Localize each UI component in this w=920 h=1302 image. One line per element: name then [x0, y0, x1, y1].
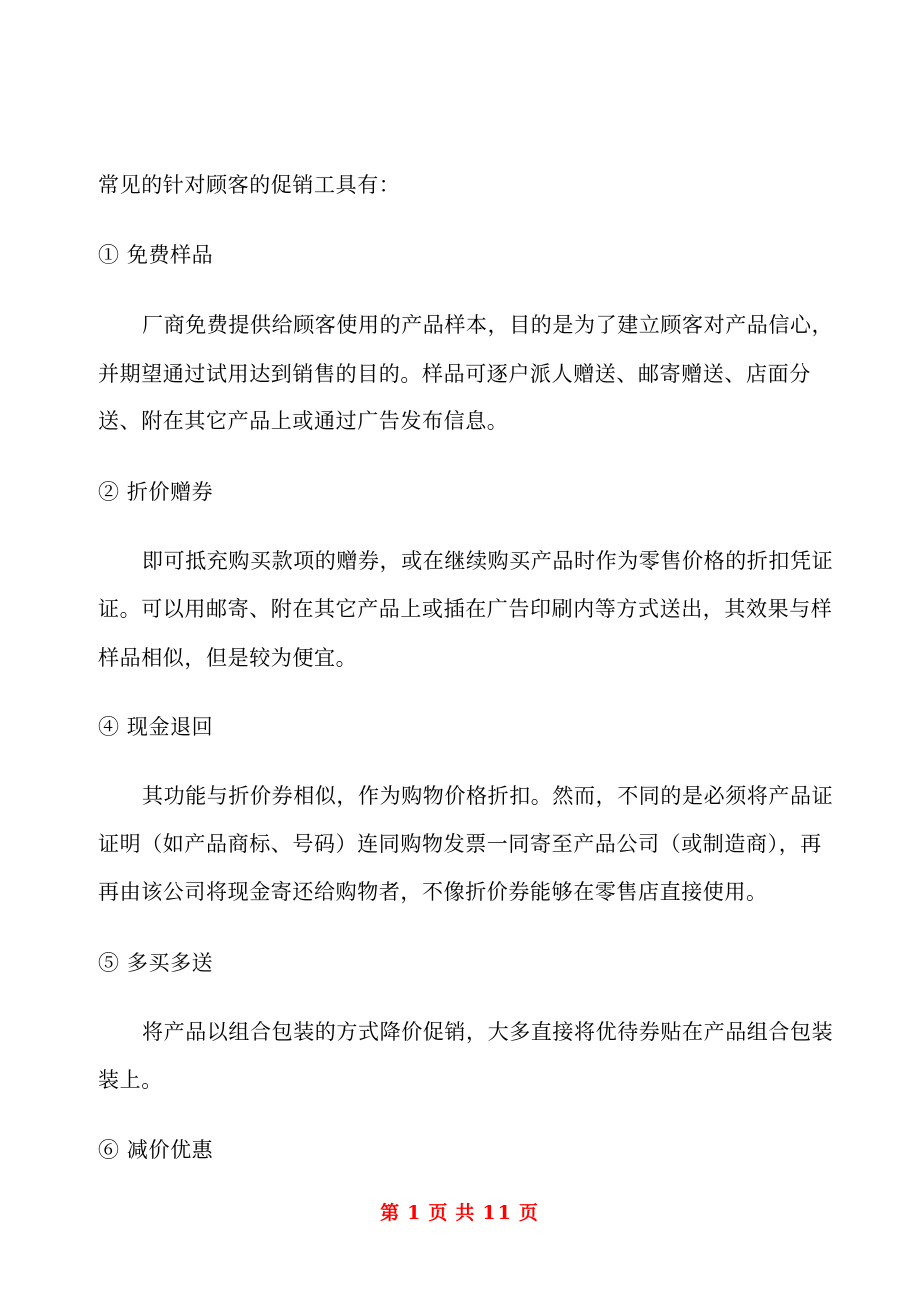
section-heading-cash-refund: ④ 现金退回 [98, 715, 214, 739]
paragraph-line: 其功能与折价券相似，作为购物价格折扣。然而，不同的是必须将产品证 [142, 784, 834, 808]
section-heading-price-discount: ⑥ 减价优惠 [98, 1138, 214, 1162]
footer-label-ye: 页 [428, 1202, 450, 1224]
footer-label-ye2: 页 [518, 1202, 540, 1224]
page-footer [0, 1198, 920, 1228]
paragraph-line: 送、附在其它产品上或通过广告发布信息。 [98, 409, 509, 433]
paragraph-line: 将产品以组合包装的方式降价促销，大多直接将优待券贴在产品组合包装 [142, 1020, 834, 1044]
section-heading-free-samples: ① 免费样品 [98, 243, 214, 267]
section-heading-buy-more: ⑤ 多买多送 [98, 951, 214, 975]
paragraph-line: 并期望通过试用达到销售的目的。样品可逐户派人赠送、邮寄赠送、店面分 [98, 362, 811, 386]
section-heading-coupons: ② 折价赠券 [98, 480, 214, 504]
paragraph-line: 再由该公司将现金寄还给购物者，不像折价券能够在零售店直接使用。 [98, 880, 768, 904]
paragraph-line: 证。可以用邮寄、附在其它产品上或插在广告印刷内等方式送出，其效果与样 [98, 597, 833, 621]
footer-current-page: 1 [407, 1202, 423, 1224]
intro-text: 常见的针对顾客的促销工具有： [98, 173, 401, 197]
paragraph-line: 样品相似，但是较为便宜。 [98, 646, 358, 670]
paragraph-line: 厂商免费提供给顾客使用的产品样本，目的是为了建立顾客对产品信心， [142, 313, 834, 337]
footer-label-page: 第 [380, 1202, 402, 1224]
paragraph-line: 即可抵充购买款项的赠券，或在继续购买产品时作为零售价格的折扣凭证 [142, 549, 834, 573]
paragraph-line: 装上。 [98, 1068, 163, 1092]
paragraph-line: 证明（如产品商标、号码）连同购物发票一同寄至产品公司（或制造商），再 [98, 832, 822, 856]
footer-total-pages: 11 [482, 1202, 513, 1224]
footer-label-total: 共 [455, 1202, 477, 1224]
